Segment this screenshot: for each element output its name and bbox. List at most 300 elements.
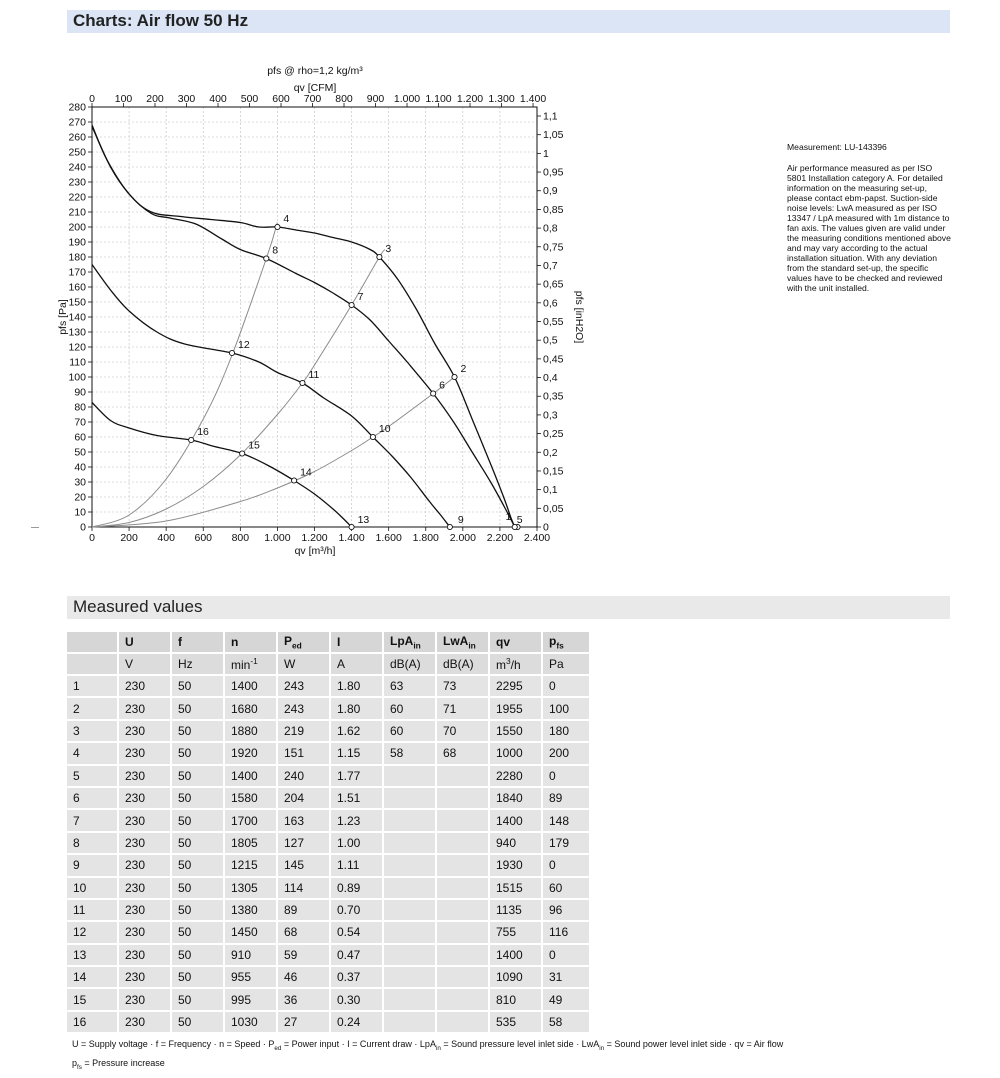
y-tick-label: 140 [68, 311, 86, 324]
legend-line-2 [72, 1056, 783, 1075]
table-unit-cell: $\min^{-1}$ [225, 654, 276, 674]
y-axis-label: pfs [Pa] [57, 299, 69, 335]
table-cell: 230 [119, 855, 170, 875]
x2-tick-label: 1.400 [519, 93, 547, 105]
table-cell: 58 [384, 743, 435, 763]
y2-tick-label: 0,7 [543, 259, 558, 272]
y2-tick-label: 1 [543, 147, 549, 160]
table-cell [384, 900, 435, 920]
y2-tick-label: 0,65 [543, 278, 564, 291]
table-row [67, 989, 589, 1009]
table-cell: 230 [119, 900, 170, 920]
table-cell: 1030 [225, 1012, 276, 1032]
table-cell: 1.80 [331, 676, 382, 696]
y2-tick-label: 1,05 [543, 129, 564, 142]
table-cell: 230 [119, 698, 170, 718]
table-cell: 1880 [225, 721, 276, 741]
table-cell: 59 [278, 945, 329, 965]
table-cell: 1805 [225, 833, 276, 853]
table-cell: 179 [543, 833, 589, 853]
table-cell: 1400 [490, 810, 541, 830]
table-cell: 114 [278, 878, 329, 898]
x2-tick-label: 100 [114, 93, 133, 105]
operating-point-label: 7 [357, 291, 364, 303]
table-cell: 6 [67, 788, 117, 808]
y-tick-label: 230 [68, 176, 86, 189]
x-tick-label: 0 [89, 532, 95, 544]
table-cell: 116 [543, 922, 589, 942]
legend-text: = Sound pressure level inlet side · LwA [440, 1039, 600, 1049]
header-subscript: in [413, 640, 421, 651]
table-cell: 50 [172, 989, 223, 1009]
unit-superscript: -1 [250, 656, 258, 666]
table-row [67, 766, 589, 786]
table-unit-cell: Pa [543, 654, 589, 674]
operating-point-label: 9 [457, 514, 464, 526]
table-cell: 230 [119, 766, 170, 786]
table-cell: 50 [172, 1012, 223, 1032]
table-cell [384, 945, 435, 965]
table-header-cell: LwA$_{in}$ [437, 632, 488, 652]
operating-point-label: 2 [460, 363, 467, 375]
x2-tick-label: 700 [303, 93, 322, 105]
table-units-row [67, 654, 589, 674]
x-tick-label: 200 [120, 532, 138, 544]
table-cell: 2280 [490, 766, 541, 786]
table-cell: 5 [67, 766, 117, 786]
operating-point-label: 6 [439, 379, 446, 392]
table-cell: 1.77 [331, 766, 382, 786]
y2-tick-label: 0,45 [543, 353, 564, 366]
operating-point-label: 13 [357, 514, 370, 526]
table-row [67, 743, 589, 763]
table-cell: 230 [119, 721, 170, 741]
x-tick-label: 2.400 [523, 532, 551, 544]
table-cell [437, 900, 488, 920]
y2-tick-label: 0,15 [543, 465, 564, 478]
table-cell: 7 [67, 810, 117, 830]
table-cell: 1305 [225, 878, 276, 898]
table-cell: 50 [172, 878, 223, 898]
table-cell: 1.00 [331, 833, 382, 853]
table-cell: 145 [278, 855, 329, 875]
measured-values-table [65, 630, 591, 1034]
table-cell: 230 [119, 945, 170, 965]
legend-line-1 [72, 1037, 783, 1056]
table-cell: 1.23 [331, 810, 382, 830]
table-cell [384, 878, 435, 898]
y-tick-label: 220 [68, 191, 86, 204]
operating-point-label: 4 [283, 213, 290, 225]
y-tick-label: 40 [74, 461, 86, 474]
operating-point-label: 1 [505, 511, 512, 523]
chart-axes [68, 93, 563, 544]
x2-tick-label: 300 [177, 93, 196, 105]
table-cell [437, 766, 488, 786]
table-cell: 230 [119, 743, 170, 763]
x2-tick-label: 0 [89, 93, 95, 105]
table-cell: 63 [384, 676, 435, 696]
table-cell: 1400 [490, 945, 541, 965]
x-tick-label: 2.200 [486, 532, 514, 544]
table-cell: 755 [490, 922, 541, 942]
table-header-cell: LpA$_{in}$ [384, 632, 435, 652]
legend-text: = Sound power level inlet side · qv = Air flow [604, 1039, 784, 1049]
table-cell: 0.89 [331, 878, 382, 898]
table-cell: 180 [543, 721, 589, 741]
table-header-row [67, 632, 589, 652]
y2-axis-label: pfs [inH2O] [573, 290, 585, 344]
table-cell: 50 [172, 788, 223, 808]
table-cell: 10 [67, 878, 117, 898]
y-tick-label: 280 [68, 101, 86, 114]
y-tick-label: 30 [74, 476, 86, 489]
y-tick-label: 20 [74, 491, 86, 504]
unit-superscript: 3 [506, 656, 511, 666]
table-cell: 89 [278, 900, 329, 920]
table-cell: 1215 [225, 855, 276, 875]
chart-title: pfs @ rho=1,2 kg/m³ [267, 65, 363, 77]
table-cell: 14 [67, 967, 117, 987]
y2-tick-label: 0,85 [543, 203, 564, 216]
x2-tick-label: 900 [366, 93, 385, 105]
operating-point-marker [349, 302, 354, 307]
x2-tick-label: 1.200 [456, 93, 484, 105]
table-cell: 50 [172, 810, 223, 830]
y-tick-label: 150 [68, 296, 86, 309]
operating-point-label: 8 [272, 244, 279, 257]
table-cell: 1580 [225, 788, 276, 808]
table-cell: 11 [67, 900, 117, 920]
table-cell: 163 [278, 810, 329, 830]
legend-text: U = Supply voltage · f = Frequency · n = Speed · P [72, 1039, 275, 1049]
y2-tick-label: 0,1 [543, 484, 558, 497]
y2-tick-label: 0,4 [543, 372, 558, 385]
table-cell: 1450 [225, 922, 276, 942]
table-cell: 230 [119, 810, 170, 830]
table-cell: 810 [490, 989, 541, 1009]
table-header-cell: $p_{fs}$ [543, 632, 589, 652]
table-cell: 127 [278, 833, 329, 853]
table-cell: 1.15 [331, 743, 382, 763]
y2-tick-label: 0,35 [543, 390, 564, 403]
legend-sub: ed [274, 1044, 282, 1052]
table-cell [437, 1012, 488, 1032]
y-tick-label: 70 [74, 416, 86, 429]
system-curve-line [92, 223, 277, 528]
table-cell: 230 [119, 1012, 170, 1032]
measurement-id: Measurement: LU-143396 [787, 142, 887, 152]
operating-point-label: 10 [378, 423, 391, 435]
table-cell: 13 [67, 945, 117, 965]
table-cell: 230 [119, 922, 170, 942]
table-cell: 1000 [490, 743, 541, 763]
y2-tick-label: 0,8 [543, 222, 558, 235]
x-tick-label: 1.400 [338, 532, 365, 544]
table-cell: 1090 [490, 967, 541, 987]
x-tick-label: 2.000 [449, 532, 476, 544]
table-cell: 1400 [225, 766, 276, 786]
table-cell [384, 989, 435, 1009]
table-cell: 230 [119, 967, 170, 987]
table-cell: 8 [67, 833, 117, 853]
operating-point-label: 3 [385, 243, 392, 255]
table-cell [384, 810, 435, 830]
x-tick-label: 800 [231, 532, 250, 544]
y-tick-label: 100 [68, 371, 86, 384]
y2-tick-label: 0,25 [543, 428, 564, 441]
operating-point-marker [452, 374, 457, 379]
table-cell: 50 [172, 967, 223, 987]
table-cell [384, 833, 435, 853]
table-cell: 50 [172, 833, 223, 853]
table-cell: 1 [67, 676, 117, 696]
x-tick-label: 1.800 [412, 532, 439, 544]
table-legend [72, 1037, 783, 1075]
table-cell: 60 [384, 698, 435, 718]
table-cell: 0 [543, 945, 589, 965]
fan-curve-line [92, 403, 352, 528]
table-cell [437, 878, 488, 898]
table-cell [437, 989, 488, 1009]
y2-tick-label: 0,2 [543, 446, 558, 459]
table-unit-cell: dB(A) [384, 654, 435, 674]
table-cell: 230 [119, 833, 170, 853]
y-tick-label: 250 [68, 146, 86, 159]
y2-tick-label: 0,05 [543, 502, 564, 515]
table-cell: 0 [543, 855, 589, 875]
table-cell: 151 [278, 743, 329, 763]
table-cell: 50 [172, 855, 223, 875]
table-cell: 230 [119, 989, 170, 1009]
table-cell: 89 [543, 788, 589, 808]
table-cell: 1550 [490, 721, 541, 741]
y-tick-label: 170 [68, 266, 86, 279]
y2-tick-label: 0,3 [543, 409, 558, 422]
table-row [67, 698, 589, 718]
table-cell: 50 [172, 698, 223, 718]
table-cell [437, 967, 488, 987]
table-cell: 0.30 [331, 989, 382, 1009]
table-cell: 50 [172, 945, 223, 965]
operating-point-label: 12 [237, 339, 250, 351]
table-cell: 50 [172, 721, 223, 741]
legend-text: p [72, 1057, 78, 1068]
table-cell: 12 [67, 922, 117, 942]
table-unit-cell: dB(A) [437, 654, 488, 674]
table-cell: 2 [67, 698, 117, 718]
x2-tick-label: 1.100 [425, 93, 452, 105]
table-cell: 0.54 [331, 922, 382, 942]
x2-tick-label: 1.000 [393, 93, 421, 105]
legend-sub: in [599, 1044, 605, 1052]
y2-tick-label: 0 [543, 521, 549, 534]
y-tick-label: 90 [74, 386, 86, 399]
table-cell: 955 [225, 967, 276, 987]
table-header-cell: U [119, 632, 170, 652]
x2-tick-label: 400 [209, 93, 227, 105]
table-cell: 1930 [490, 855, 541, 875]
table-row [67, 855, 589, 875]
table-cell: 9 [67, 855, 117, 875]
table-cell [384, 967, 435, 987]
table-cell: 100 [543, 698, 589, 718]
table-row [67, 810, 589, 830]
system-curve-line [92, 250, 385, 528]
table-cell: 1680 [225, 698, 276, 718]
table-cell: 0.47 [331, 945, 382, 965]
operating-point-marker [370, 434, 375, 439]
table-cell [437, 788, 488, 808]
fan-curve-line [92, 265, 450, 528]
y-tick-label: 110 [69, 356, 86, 369]
table-header-cell: qv [490, 632, 541, 652]
table-unit-cell [67, 654, 117, 674]
operating-point-marker [275, 224, 280, 229]
table-cell: 70 [437, 721, 488, 741]
x-tick-label: 400 [157, 532, 175, 544]
table-header-cell [67, 632, 117, 652]
measured-section-header [67, 596, 950, 619]
table-cell: 58 [543, 1012, 589, 1032]
header-subscript: in [468, 640, 476, 651]
y2-tick-label: 0,5 [543, 334, 558, 347]
table-cell: 0.70 [331, 900, 382, 920]
table-row [67, 945, 589, 965]
legend-text: = Pressure increase [81, 1057, 165, 1068]
table-cell: 1135 [490, 900, 541, 920]
table-cell [384, 788, 435, 808]
table-header-cell: I [331, 632, 382, 652]
table-row [67, 878, 589, 898]
table-cell: 1400 [225, 676, 276, 696]
table-cell: 16 [67, 1012, 117, 1032]
x2-tick-label: 800 [335, 93, 353, 105]
table-cell [437, 855, 488, 875]
table-cell: 1.62 [331, 721, 382, 741]
table-cell [437, 810, 488, 830]
page-margin-mark [31, 527, 39, 528]
y2-tick-label: 0,55 [543, 316, 564, 329]
operating-point-label: 16 [197, 426, 209, 438]
table-row [67, 676, 589, 696]
table-cell: 49 [543, 989, 589, 1009]
operating-point-marker [229, 350, 234, 355]
legend-sub: fs [77, 1063, 82, 1071]
table-cell [437, 833, 488, 853]
operating-point-marker [240, 451, 245, 456]
table-cell: 910 [225, 945, 276, 965]
table-cell [384, 1012, 435, 1032]
x2-axis-label: qv [CFM] [293, 82, 337, 94]
table-cell: 68 [437, 743, 488, 763]
table-row [67, 967, 589, 987]
table-cell: 1.51 [331, 788, 382, 808]
table-row [67, 721, 589, 741]
header-subscript: fs [556, 640, 564, 651]
table-cell: 204 [278, 788, 329, 808]
table-cell: 68 [278, 922, 329, 942]
table-cell: 0 [543, 676, 589, 696]
table-cell: 0.24 [331, 1012, 382, 1032]
operating-point-marker [189, 437, 194, 442]
y-tick-label: 160 [68, 281, 86, 294]
measurement-description: Air performance measured as per ISO 5801 Installation category A. For detailed information on the measuring set-up, please contact ebm-papst. Suction-side noise levels: LwA measured as per ISO 13347 / LpA measured with 1m distance to fan axis. The values given are valid under the measuring conditions mentioned above and may vary according to the actual installation situation. With any deviation from the standard set-up, the specific values have to be checked and reviewed with the unit installed. [787, 163, 951, 293]
table-cell: 995 [225, 989, 276, 1009]
y-tick-label: 120 [68, 341, 86, 354]
y2-tick-label: 0,9 [543, 185, 558, 198]
operating-point-label: 5 [516, 514, 523, 526]
table-cell: 96 [543, 900, 589, 920]
table-cell: 535 [490, 1012, 541, 1032]
table-header-cell: n [225, 632, 276, 652]
operating-point-marker [431, 391, 436, 396]
charts-section-title: Charts: Air flow 50 Hz [73, 11, 249, 30]
table-header-cell: f [172, 632, 223, 652]
measurement-info [787, 142, 952, 293]
table-cell: 50 [172, 900, 223, 920]
x-tick-label: 600 [194, 532, 213, 544]
table-row [67, 922, 589, 942]
y-tick-label: 270 [68, 116, 86, 129]
operating-point-marker [264, 256, 269, 261]
table-cell: 243 [278, 698, 329, 718]
table-cell: 940 [490, 833, 541, 853]
table-row [67, 1012, 589, 1032]
y2-tick-label: 0,6 [543, 297, 558, 310]
y-tick-label: 200 [68, 221, 86, 234]
y-tick-label: 130 [68, 326, 86, 339]
y-tick-label: 240 [68, 161, 86, 174]
table-cell: 1955 [490, 698, 541, 718]
measured-section-title: Measured values [73, 597, 203, 616]
table-cell: 219 [278, 721, 329, 741]
table-cell: 1380 [225, 900, 276, 920]
x-tick-label: 1.600 [375, 532, 402, 544]
table-header-cell: $P_{ed}$ [278, 632, 329, 652]
table-cell [437, 945, 488, 965]
table-row [67, 833, 589, 853]
operating-point-marker [292, 478, 297, 483]
y-tick-label: 190 [68, 236, 86, 249]
table-unit-cell: V [119, 654, 170, 674]
table-cell: 243 [278, 676, 329, 696]
table-unit-cell: Hz [172, 654, 223, 674]
operating-point-marker [300, 380, 305, 385]
x2-tick-label: 500 [240, 93, 259, 105]
x2-tick-label: 200 [146, 93, 164, 105]
x-axis-label: qv [m³/h] [294, 545, 336, 557]
table-cell: 50 [172, 743, 223, 763]
table-cell: 60 [543, 878, 589, 898]
header-subscript: ed [292, 640, 302, 651]
table-cell: 1.80 [331, 698, 382, 718]
table-cell: 50 [172, 766, 223, 786]
table-cell: 1.11 [331, 855, 382, 875]
table-cell: 230 [119, 878, 170, 898]
table-body [67, 676, 589, 1032]
table-cell: 71 [437, 698, 488, 718]
table-cell [384, 855, 435, 875]
table-cell: 230 [119, 788, 170, 808]
table-cell: 60 [384, 721, 435, 741]
table-cell: 230 [119, 676, 170, 696]
y-tick-label: 260 [68, 131, 86, 144]
table-cell: 4 [67, 743, 117, 763]
x-tick-label: 1.200 [301, 532, 328, 544]
operating-point-marker [447, 524, 452, 529]
y-tick-label: 50 [74, 446, 86, 459]
